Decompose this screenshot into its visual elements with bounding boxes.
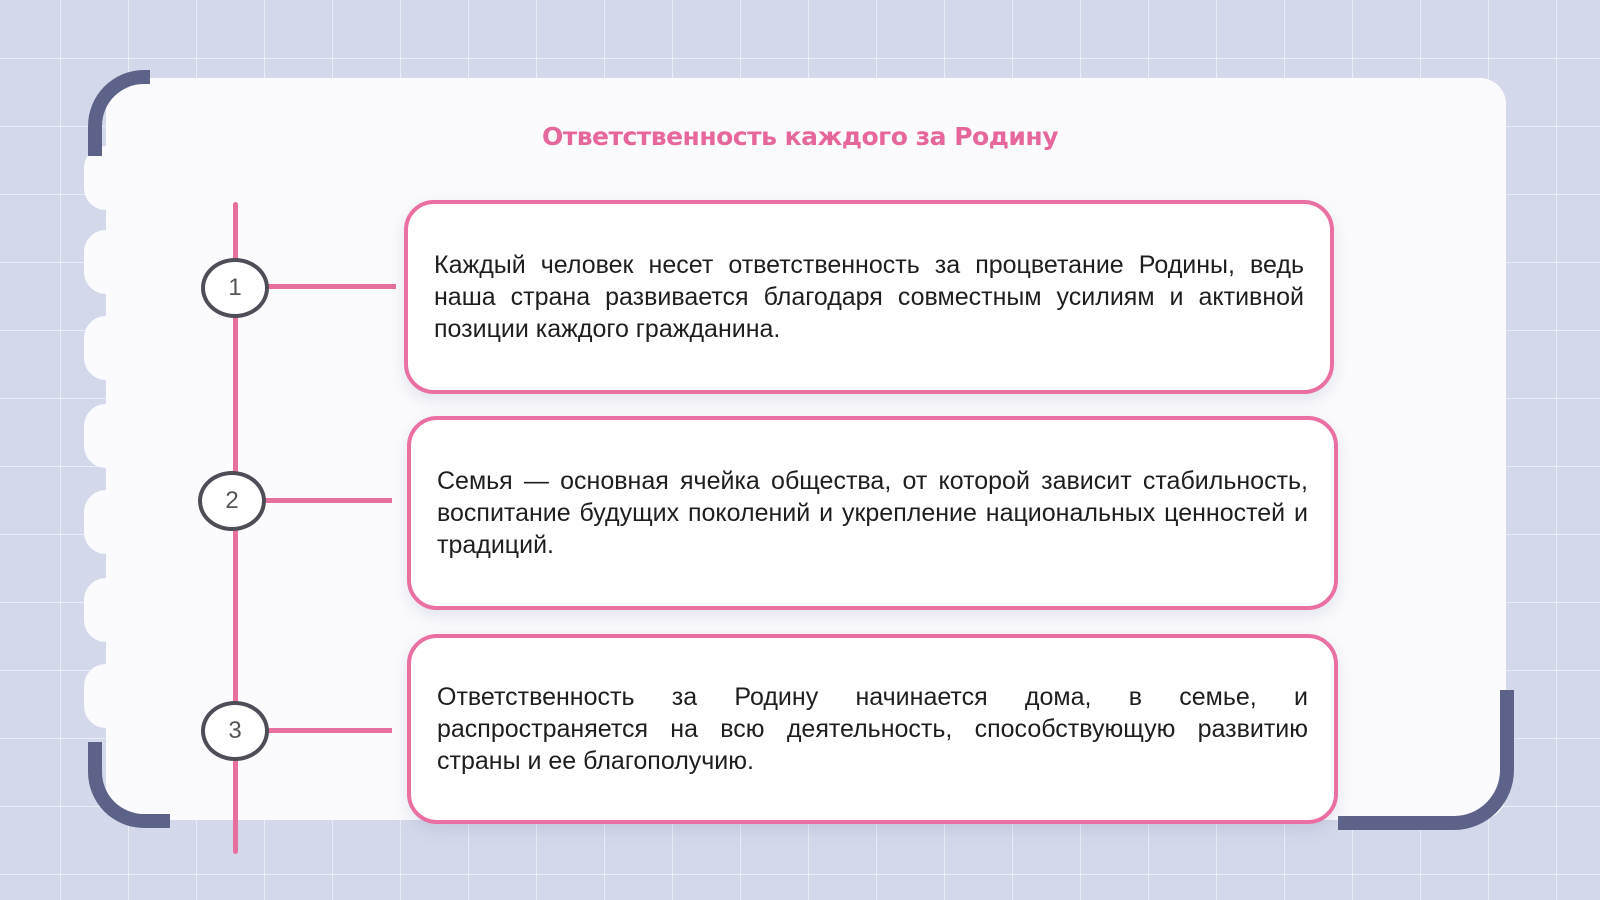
slide-title: Ответственность каждого за Родину [541,122,1059,151]
paper-tab [84,404,128,468]
step-card-2 [407,416,1338,610]
frame-corner-top-left [88,70,150,156]
step-text: Семья — основная ячейка общества, от которой зависит стабильность, воспитание будущих поколений и укрепление национальных ценностей и традиций. [437,467,1308,559]
step-number: 3 [228,717,242,744]
step-number: 2 [225,487,239,514]
paper-tab [84,230,128,294]
paper-tab [84,664,128,728]
step-text: Каждый человек несет ответственность за процветание Родины, ведь наша страна развивается благодаря совместным усилиям и активной позиции каждого гражданина. [434,251,1304,343]
timeline-connector [262,728,392,733]
paper-tab [84,316,128,380]
paper-tab [84,578,128,642]
frame-corner-bottom-left [88,742,170,828]
timeline-connector [262,284,396,289]
paper-tab [84,490,128,554]
step-text: Ответственность за Родину начинается дома, в семье, и распространяется на всю деятельность, способствующую развитию страны и ее благополучию. [437,683,1308,775]
timeline-connector [258,498,392,503]
step-marker-2 [198,471,266,531]
step-number: 1 [228,274,242,301]
step-marker-1 [201,258,269,318]
step-marker-3 [201,701,269,761]
step-card-1 [404,200,1334,394]
frame-corner-bottom-right [1338,690,1514,830]
step-card-3 [407,634,1338,824]
